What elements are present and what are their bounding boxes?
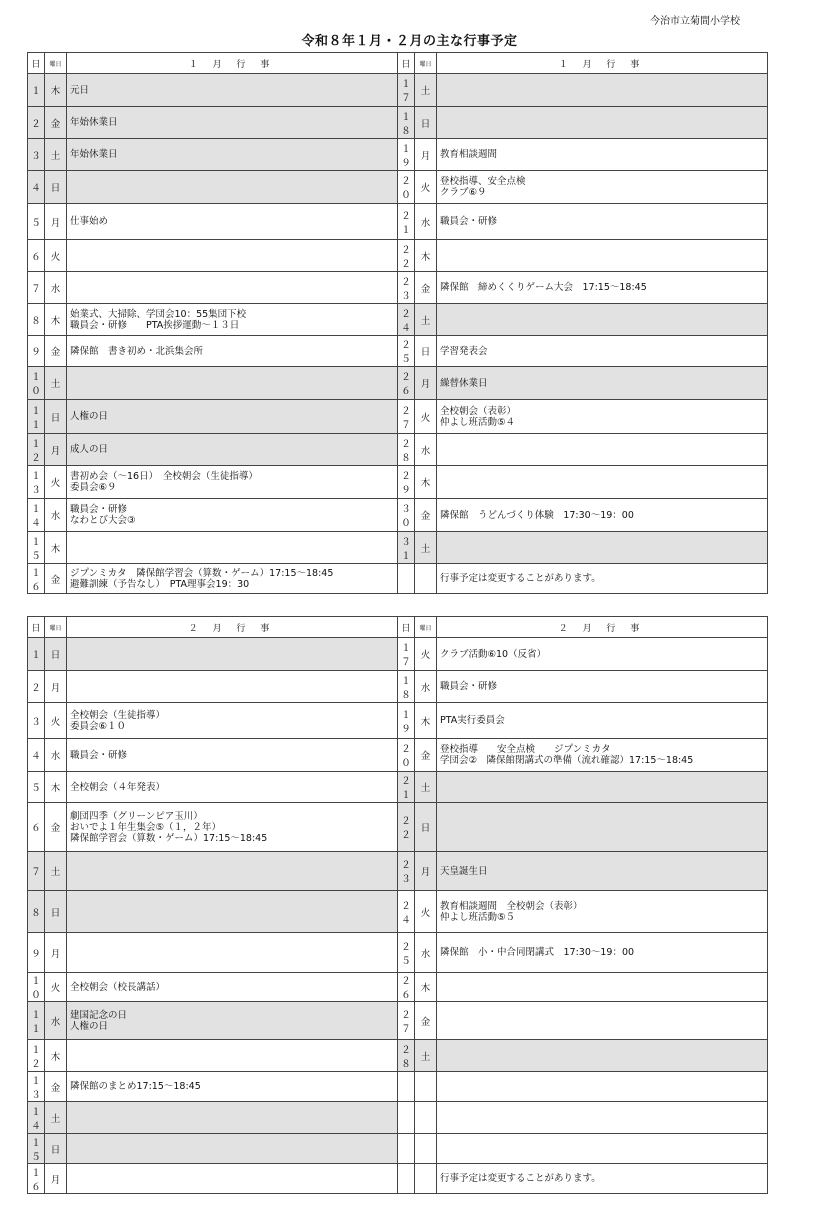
schedule-row [28, 272, 768, 304]
day-number: ２０ [398, 171, 415, 204]
day-number: １０ [28, 973, 45, 1002]
weekday: 月 [415, 367, 437, 400]
day-number: ３ [28, 703, 45, 739]
day-number: １４ [28, 1102, 45, 1134]
day-number: ４ [28, 171, 45, 204]
february-events-heading: ２ 月 行 事 [67, 617, 398, 638]
event-text: 全校朝会（表彰） 仲よし班活動⑤４ [437, 400, 768, 434]
weekday: 木 [45, 304, 67, 336]
day-number: １２ [28, 1040, 45, 1072]
weekday: 月 [45, 204, 67, 240]
event-text: 学習発表会 [437, 336, 768, 367]
day-number: ２９ [398, 466, 415, 499]
day-number: ２ [28, 671, 45, 703]
day-number: ３ [28, 139, 45, 171]
weekday: 金 [415, 499, 437, 532]
day-number: ２ [28, 107, 45, 139]
day-number: １６ [28, 564, 45, 594]
schedule-row [28, 703, 768, 739]
day-number: ７ [28, 852, 45, 891]
weekday: 月 [45, 933, 67, 973]
event-text [67, 671, 398, 703]
schedule-row [28, 852, 768, 891]
schedule-row [28, 74, 768, 107]
weekday: 日 [45, 891, 67, 933]
event-text: 始業式、大掃除、学団会10：55集団下校 職員会・研修 PTA挨拶運動～１３日 [67, 304, 398, 336]
schedule-row [28, 240, 768, 272]
day-number: １４ [28, 499, 45, 532]
day-number: ２６ [398, 367, 415, 400]
weekday: 土 [415, 532, 437, 564]
day-number: ７ [28, 272, 45, 304]
event-text [67, 367, 398, 400]
event-text [437, 1134, 768, 1164]
day-number [398, 1164, 415, 1194]
schedule-row [28, 204, 768, 240]
weekday: 土 [45, 367, 67, 400]
weekday: 月 [45, 671, 67, 703]
day-number: ２５ [398, 933, 415, 973]
day-number: ８ [28, 891, 45, 933]
schedule-row [28, 739, 768, 772]
event-text [67, 1102, 398, 1134]
weekday: 土 [415, 74, 437, 107]
day-number: ２８ [398, 434, 415, 466]
schedule-row [28, 499, 768, 532]
day-number [398, 1134, 415, 1164]
event-text [437, 304, 768, 336]
event-text: 職員会・研修 なわとび大会③ [67, 499, 398, 532]
day-header: 日 [398, 617, 415, 638]
day-number: ３０ [398, 499, 415, 532]
day-number: １３ [28, 466, 45, 499]
weekday: 月 [415, 852, 437, 891]
event-text: 行事予定は変更することがあります。 [437, 564, 768, 594]
event-text: 登校指導、安全点検 クラブ⑥９ [437, 171, 768, 204]
january-header-row [28, 53, 768, 74]
event-text: 教育相談週間 [437, 139, 768, 171]
day-number: ２６ [398, 973, 415, 1002]
event-text: 職員会・研修 [67, 739, 398, 772]
weekday: 木 [415, 466, 437, 499]
day-number: ３１ [398, 532, 415, 564]
day-number: ２７ [398, 400, 415, 434]
event-text: 教育相談週間 全校朝会（表彰） 仲よし班活動⑤５ [437, 891, 768, 933]
event-text [67, 171, 398, 204]
event-text: 登校指導 安全点検 ジプンミカタ 学団会② 隣保館閉講式の準備（流れ確認）17:15～18:45 [437, 739, 768, 772]
day-header: 日 [398, 53, 415, 74]
schedule-row [28, 1134, 768, 1164]
weekday: 金 [45, 564, 67, 594]
day-number: ５ [28, 204, 45, 240]
day-number [398, 564, 415, 594]
weekday [415, 1134, 437, 1164]
event-text [437, 466, 768, 499]
event-text: 全校朝会（校長講話） [67, 973, 398, 1002]
event-text: 隣保館 書き初め・北浜集会所 [67, 336, 398, 367]
weekday: 金 [45, 336, 67, 367]
weekday: 火 [45, 240, 67, 272]
weekday: 金 [415, 739, 437, 772]
day-number: ２２ [398, 240, 415, 272]
event-text: 全校朝会（４年発表） [67, 772, 398, 803]
event-text: 書初め会（～16日） 全校朝会（生徒指導） 委員会⑥９ [67, 466, 398, 499]
weekday-header: 曜日 [415, 617, 437, 638]
schedule-row [28, 1102, 768, 1134]
schedule-row [28, 1002, 768, 1040]
event-text: PTA実行委員会 [437, 703, 768, 739]
weekday: 木 [45, 74, 67, 107]
schedule-row [28, 466, 768, 499]
day-number: １９ [398, 703, 415, 739]
schedule-row [28, 1040, 768, 1072]
schedule-row [28, 803, 768, 852]
event-text [437, 1002, 768, 1040]
weekday: 木 [415, 240, 437, 272]
day-number: ２７ [398, 1002, 415, 1040]
weekday: 木 [415, 973, 437, 1002]
weekday-header: 曜日 [415, 53, 437, 74]
event-text [67, 1134, 398, 1164]
weekday: 日 [45, 171, 67, 204]
weekday [415, 1072, 437, 1102]
day-number: ２５ [398, 336, 415, 367]
weekday: 木 [45, 1040, 67, 1072]
event-text [437, 803, 768, 852]
day-number: １５ [28, 532, 45, 564]
event-text: 行事予定は変更することがあります。 [437, 1164, 768, 1194]
event-text [437, 107, 768, 139]
day-number: １２ [28, 434, 45, 466]
schedule-row [28, 671, 768, 703]
event-text [437, 1040, 768, 1072]
event-text [437, 1102, 768, 1134]
event-text [67, 891, 398, 933]
schedule-row [28, 532, 768, 564]
event-text: 年始休業日 [67, 139, 398, 171]
weekday: 日 [415, 107, 437, 139]
february-events-heading: ２ 月 行 事 [437, 617, 768, 638]
weekday-header: 曜日 [45, 53, 67, 74]
weekday: 日 [415, 803, 437, 852]
day-header: 日 [28, 53, 45, 74]
event-text: 職員会・研修 [437, 204, 768, 240]
weekday: 火 [45, 973, 67, 1002]
schedule-row [28, 336, 768, 367]
event-text [67, 272, 398, 304]
weekday: 水 [415, 671, 437, 703]
schedule-row [28, 564, 768, 594]
day-number: ６ [28, 803, 45, 852]
weekday: 火 [415, 400, 437, 434]
event-text [437, 973, 768, 1002]
event-text [67, 532, 398, 564]
weekday: 水 [45, 499, 67, 532]
day-number: ８ [28, 304, 45, 336]
weekday: 金 [415, 1002, 437, 1040]
weekday: 月 [415, 139, 437, 171]
event-text: 全校朝会（生徒指導） 委員会⑥１０ [67, 703, 398, 739]
event-text [437, 1072, 768, 1102]
day-number: １０ [28, 367, 45, 400]
weekday: 土 [45, 1102, 67, 1134]
day-number: ２０ [398, 739, 415, 772]
weekday [415, 1102, 437, 1134]
schedule-row [28, 400, 768, 434]
event-text [67, 1164, 398, 1194]
day-number: ２１ [398, 204, 415, 240]
schedule-row [28, 638, 768, 671]
weekday: 土 [415, 304, 437, 336]
day-number: ２８ [398, 1040, 415, 1072]
weekday: 金 [415, 272, 437, 304]
february-schedule-table [27, 616, 768, 1194]
weekday: 火 [415, 171, 437, 204]
event-text: 隣保館 小・中合同閉講式 17:30～19：00 [437, 933, 768, 973]
day-number: １３ [28, 1072, 45, 1102]
school-name: 今治市立菊間小学校 [650, 16, 740, 27]
weekday [415, 564, 437, 594]
weekday: 水 [415, 204, 437, 240]
weekday: 木 [45, 532, 67, 564]
weekday: 日 [415, 336, 437, 367]
january-events-heading: １ 月 行 事 [67, 53, 398, 74]
weekday-header: 曜日 [45, 617, 67, 638]
weekday: 火 [415, 638, 437, 671]
weekday [415, 1164, 437, 1194]
day-number: ２４ [398, 891, 415, 933]
weekday: 金 [45, 803, 67, 852]
weekday: 土 [415, 1040, 437, 1072]
weekday: 火 [45, 703, 67, 739]
weekday: 火 [415, 891, 437, 933]
january-schedule-table [27, 52, 768, 594]
january-events-heading: １ 月 行 事 [437, 53, 768, 74]
day-number: １１ [28, 1002, 45, 1040]
weekday: 日 [45, 400, 67, 434]
day-number [398, 1102, 415, 1134]
event-text [437, 532, 768, 564]
day-number: １８ [398, 107, 415, 139]
schedule-row [28, 973, 768, 1002]
event-text [67, 240, 398, 272]
event-text [67, 933, 398, 973]
event-text: 仕事始め [67, 204, 398, 240]
day-number: １１ [28, 400, 45, 434]
day-number: ２３ [398, 852, 415, 891]
event-text: 隣保館 うどんづくり体験 17:30～19：00 [437, 499, 768, 532]
event-text [437, 240, 768, 272]
event-text: 劇団四季（グリーンピア玉川） おいでよ１年生集会⑤（１，２年） 隣保館学習会（算数・ゲーム）17:15～18:45 [67, 803, 398, 852]
weekday: 金 [45, 107, 67, 139]
weekday: 木 [415, 703, 437, 739]
day-number [398, 1072, 415, 1102]
event-text [437, 434, 768, 466]
day-number: １８ [398, 671, 415, 703]
day-number: １ [28, 638, 45, 671]
day-number: １９ [398, 139, 415, 171]
weekday: 金 [45, 1072, 67, 1102]
schedule-row [28, 1072, 768, 1102]
schedule-row [28, 304, 768, 336]
weekday: 土 [45, 852, 67, 891]
day-number: ５ [28, 772, 45, 803]
weekday: 日 [45, 1134, 67, 1164]
event-text: 隣保館 締めくくりゲーム大会 17:15～18:45 [437, 272, 768, 304]
day-number: ６ [28, 240, 45, 272]
day-number: １ [28, 74, 45, 107]
schedule-row [28, 434, 768, 466]
day-number: ４ [28, 739, 45, 772]
weekday: 水 [45, 739, 67, 772]
event-text: 職員会・研修 [437, 671, 768, 703]
schedule-row [28, 171, 768, 204]
day-number: １５ [28, 1134, 45, 1164]
day-number: ２１ [398, 772, 415, 803]
weekday: 水 [45, 272, 67, 304]
event-text: 天皇誕生日 [437, 852, 768, 891]
february-header-row [28, 617, 768, 638]
event-text: ジプンミカタ 隣保館学習会（算数・ゲーム）17:15～18:45 避難訓練（予告なし） PTA理事会19：30 [67, 564, 398, 594]
event-text [437, 772, 768, 803]
event-text: 成人の日 [67, 434, 398, 466]
event-text: 繰替休業日 [437, 367, 768, 400]
event-text: 元日 [67, 74, 398, 107]
event-text: クラブ活動⑥10（反省） [437, 638, 768, 671]
weekday: 土 [45, 139, 67, 171]
event-text [437, 74, 768, 107]
schedule-row [28, 107, 768, 139]
weekday: 火 [45, 466, 67, 499]
schedule-row [28, 139, 768, 171]
weekday: 土 [415, 772, 437, 803]
weekday: 水 [415, 933, 437, 973]
event-text [67, 1040, 398, 1072]
day-number: ２２ [398, 803, 415, 852]
schedule-row [28, 933, 768, 973]
day-number: １６ [28, 1164, 45, 1194]
weekday: 日 [45, 638, 67, 671]
day-number: ９ [28, 336, 45, 367]
weekday: 木 [45, 772, 67, 803]
day-number: ２３ [398, 272, 415, 304]
event-text [67, 852, 398, 891]
weekday: 水 [45, 1002, 67, 1040]
schedule-row [28, 891, 768, 933]
weekday: 水 [415, 434, 437, 466]
weekday: 月 [45, 434, 67, 466]
event-text: 建国記念の日 人権の日 [67, 1002, 398, 1040]
day-number: ９ [28, 933, 45, 973]
event-text [67, 638, 398, 671]
weekday: 月 [45, 1164, 67, 1194]
schedule-row [28, 367, 768, 400]
event-text: 人権の日 [67, 400, 398, 434]
day-number: １７ [398, 74, 415, 107]
schedule-row [28, 1164, 768, 1194]
schedule-row [28, 772, 768, 803]
event-text: 年始休業日 [67, 107, 398, 139]
event-text: 隣保館のまとめ17:15～18:45 [67, 1072, 398, 1102]
day-number: ２４ [398, 304, 415, 336]
day-number: １７ [398, 638, 415, 671]
day-header: 日 [28, 617, 45, 638]
page-title: 令和８年１月・２月の主な行事予定 [301, 34, 518, 49]
